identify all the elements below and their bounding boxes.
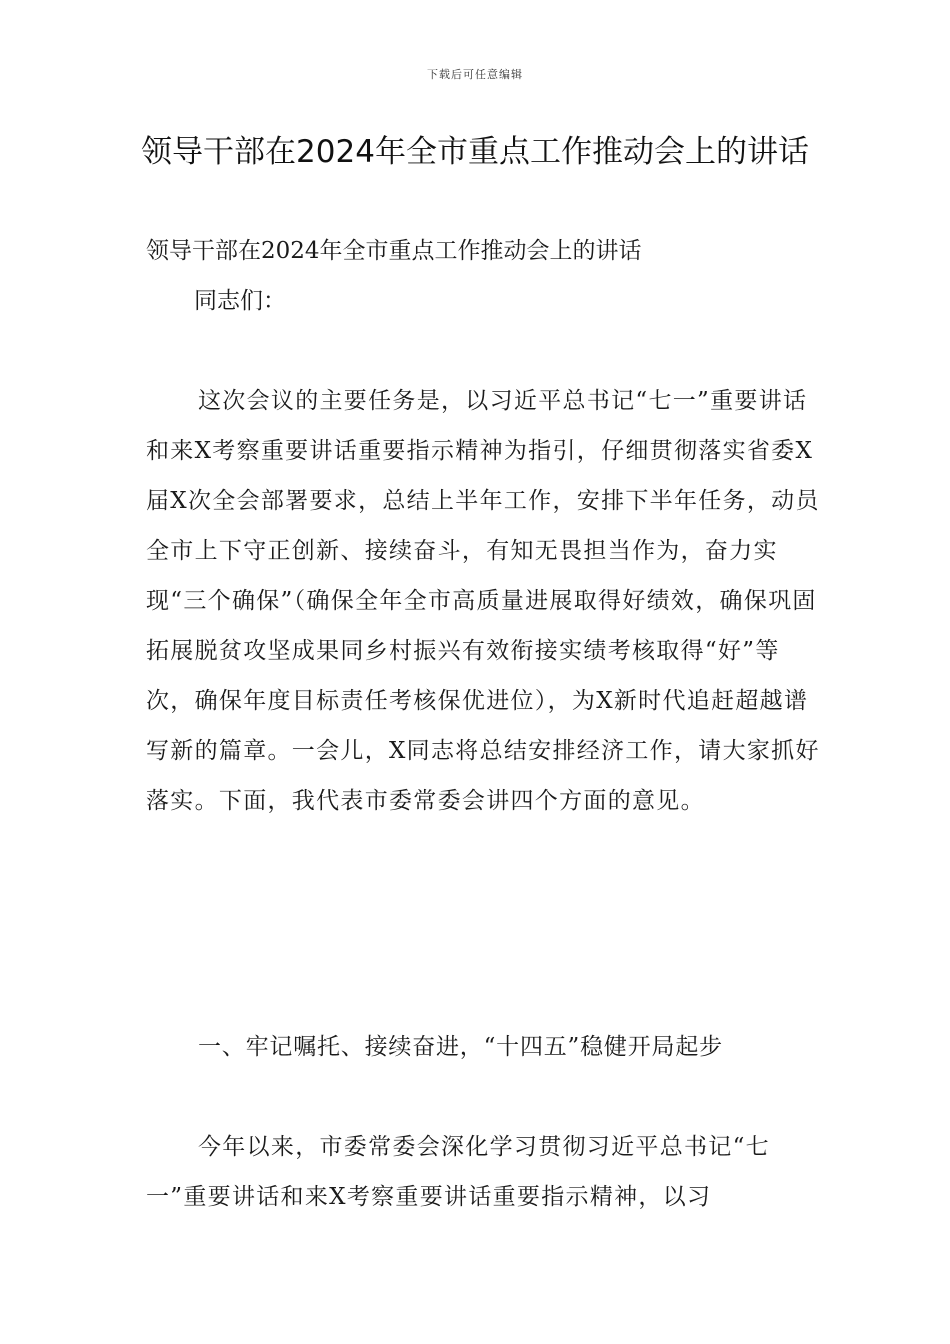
salutation: 同志们： xyxy=(194,288,286,314)
document-title: 领导干部在2024年全市重点工作推动会上的讲话 xyxy=(141,134,809,170)
header-note: 下载后可任意编辑 xyxy=(427,68,523,81)
intro-paragraph: 这次会议的主要任务是，以习近平总书记“七一”重要讲话和来X考察重要讲话重要指示精神为指引，仔细贯彻落实省委X届X次全会部署要求，总结上半年工作，安排下半年任务，动员全市上下守正创新、接续奋斗，有知无畏担当作为，奋力实现“三个确保”（确保全年全市高质量进展取得好绩效，确保巩固拓展脱贫攻坚成果同乡村振兴有效衔接实绩考核取得“好”等次，确保年度目标责任考核保优进位），为X新时代追赶超越谱写新的篇章。一会儿，X同志将总结安排经济工作，请大家抓好落实。下面，我代表市委常委会讲四个方面的意见。 xyxy=(146,388,820,814)
body-paragraph: 今年以来，市委常委会深化学习贯彻习近平总书记“七一”重要讲话和来X考察重要讲话重要指示精神，以习 xyxy=(146,1134,770,1210)
section-heading: 一、牢记嘱托、接续奋进，“十四五”稳健开局起步 xyxy=(198,1034,723,1060)
document-subtitle: 领导干部在2024年全市重点工作推动会上的讲话 xyxy=(146,238,642,264)
